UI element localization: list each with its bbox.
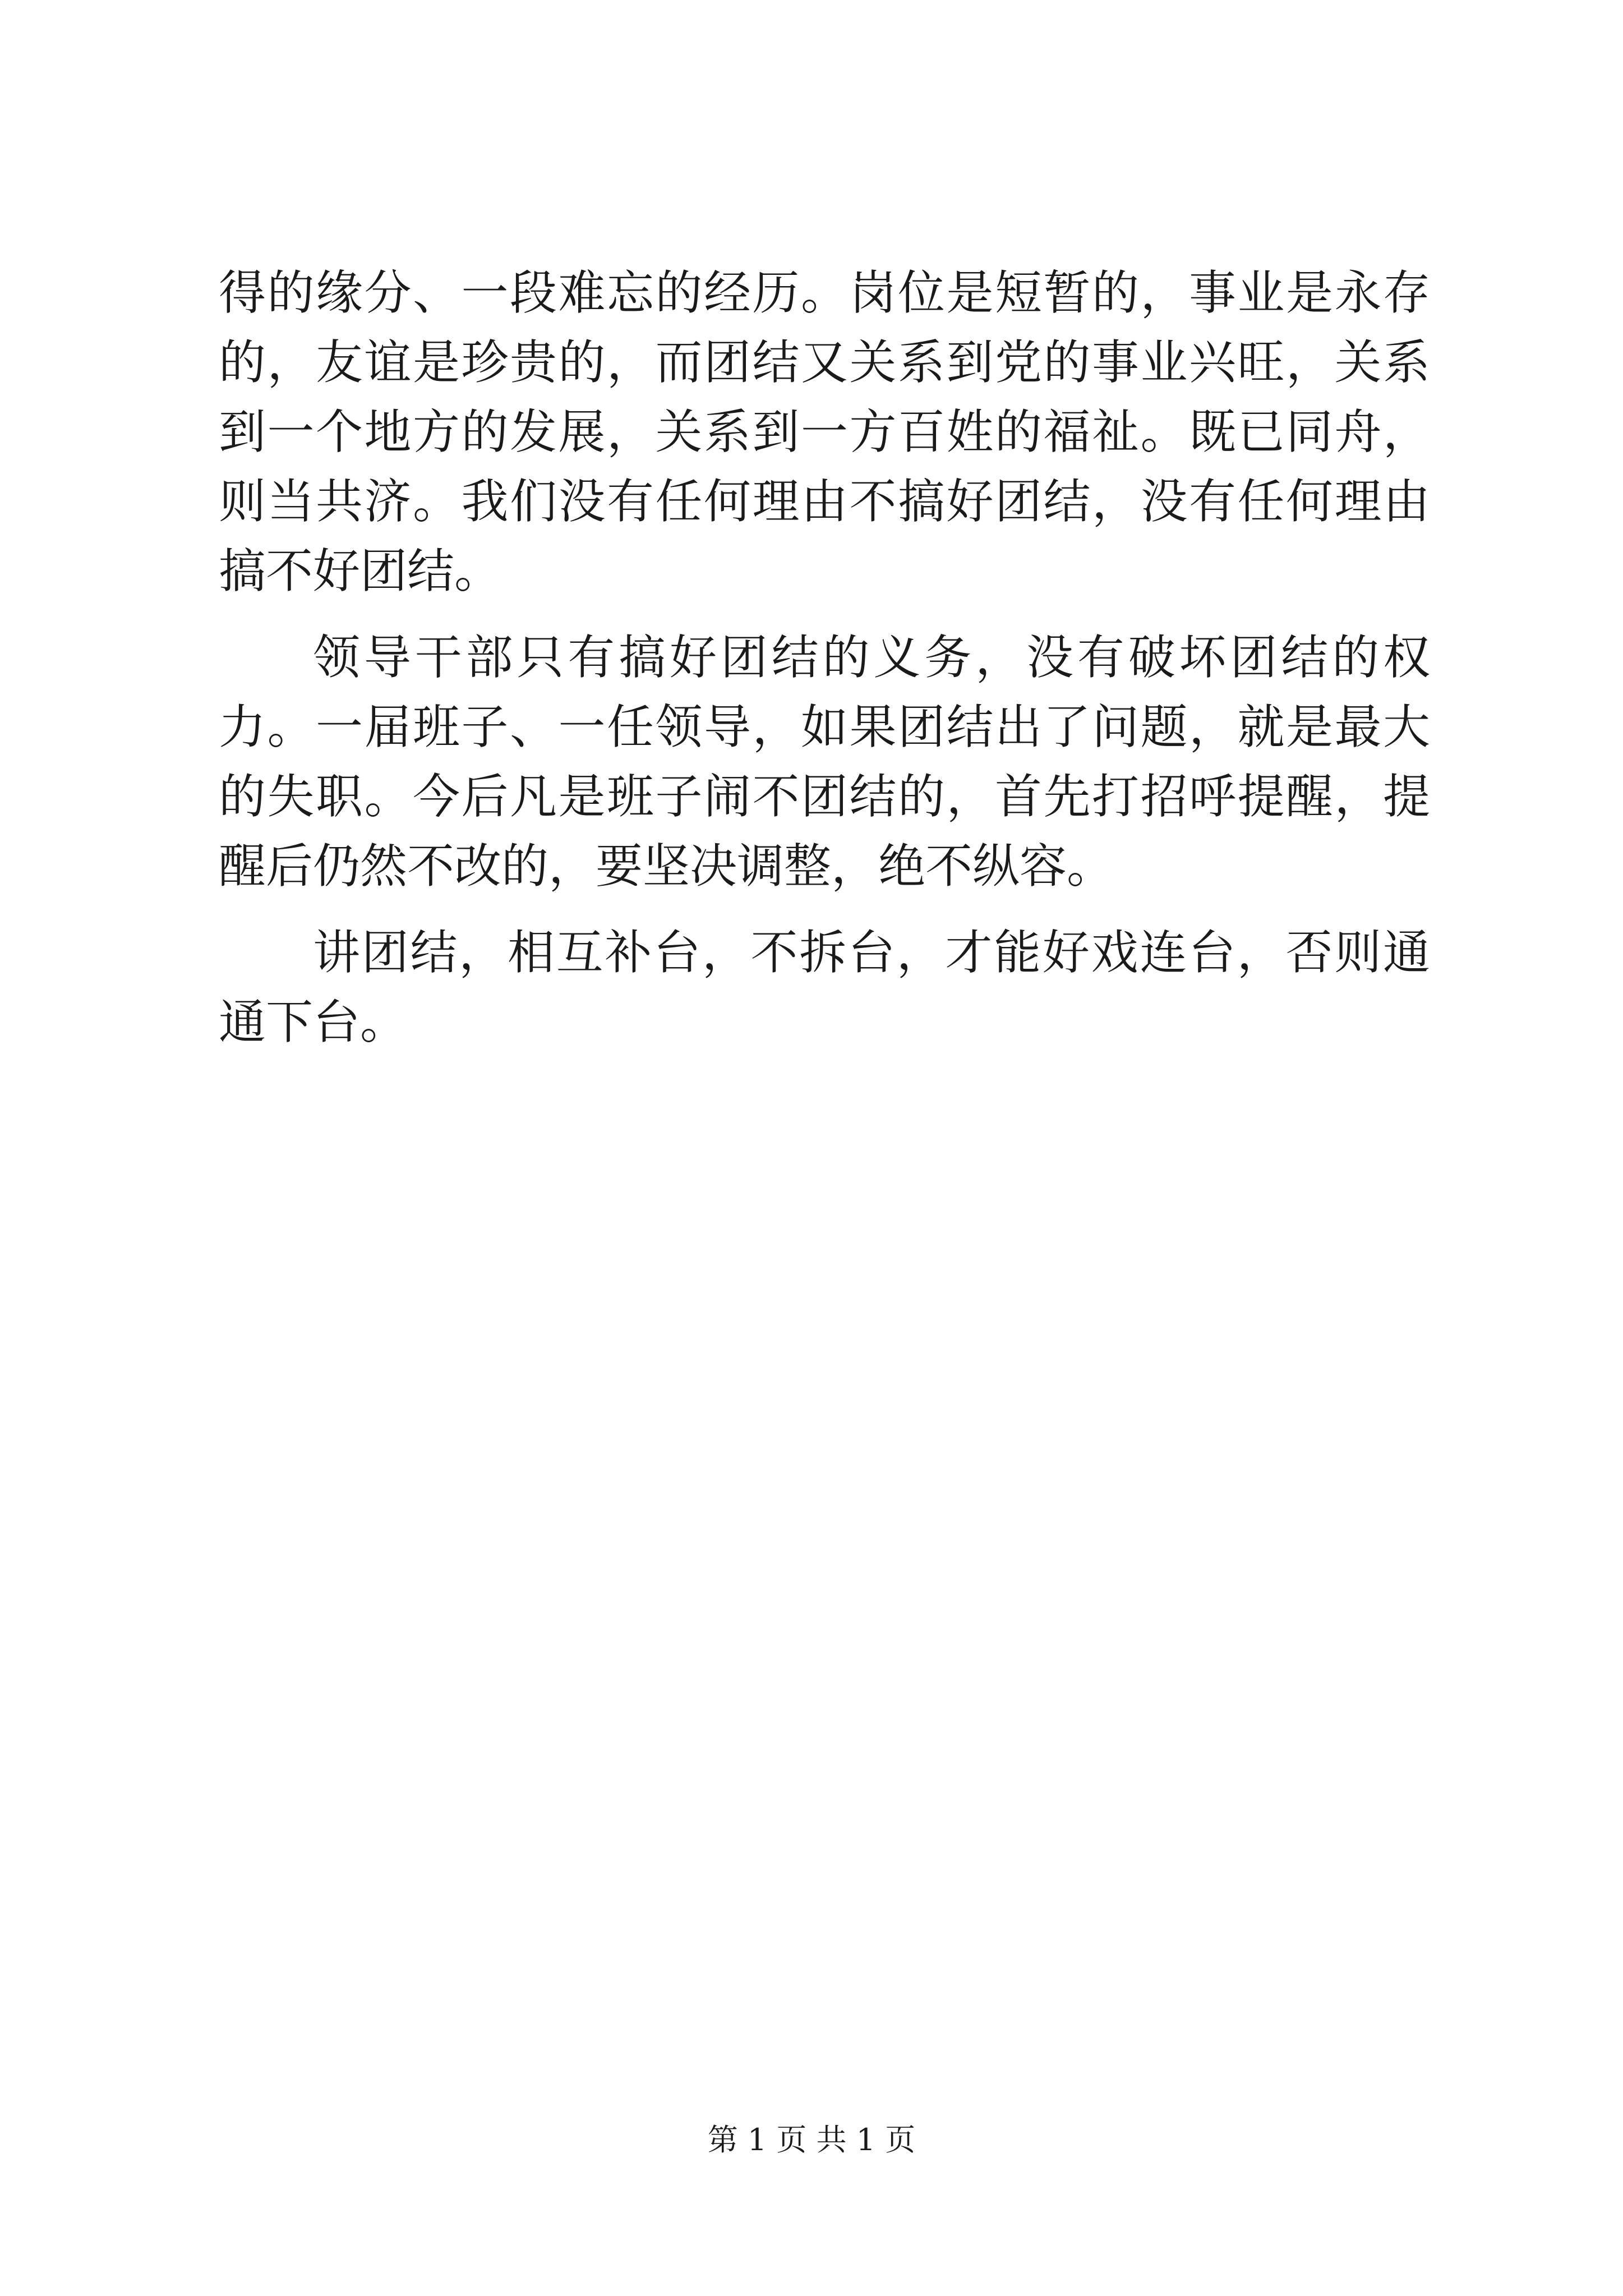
paragraph-2: 领导干部只有搞好团结的义务，没有破坏团结的权力。一届班子、一任领导，如果团结出了问题，就是最大的失职。今后凡是班子闹不团结的，首先打招呼提醒，提醒后仍然不改的，要坚决调整，绝不纵容。 — [219, 630, 1430, 894]
paragraph-3: 讲团结，相互补台，不拆台，才能好戏连台，否则通通下台。 — [219, 925, 1430, 1050]
page-footer: 第 1 页 共 1 页 — [707, 2122, 916, 2157]
paragraph-1: 得的缘分、一段难忘的经历。岗位是短暂的，事业是永存的，友谊是珍贵的，而团结又关系到党的事业兴旺，关系到一个地方的发展，关系到一方百姓的福祉。既已同舟，则当共济。我们没有任何理由不搞好团结，没有任何理由搞不好团结。 — [219, 265, 1430, 599]
document-body — [219, 258, 1430, 1057]
